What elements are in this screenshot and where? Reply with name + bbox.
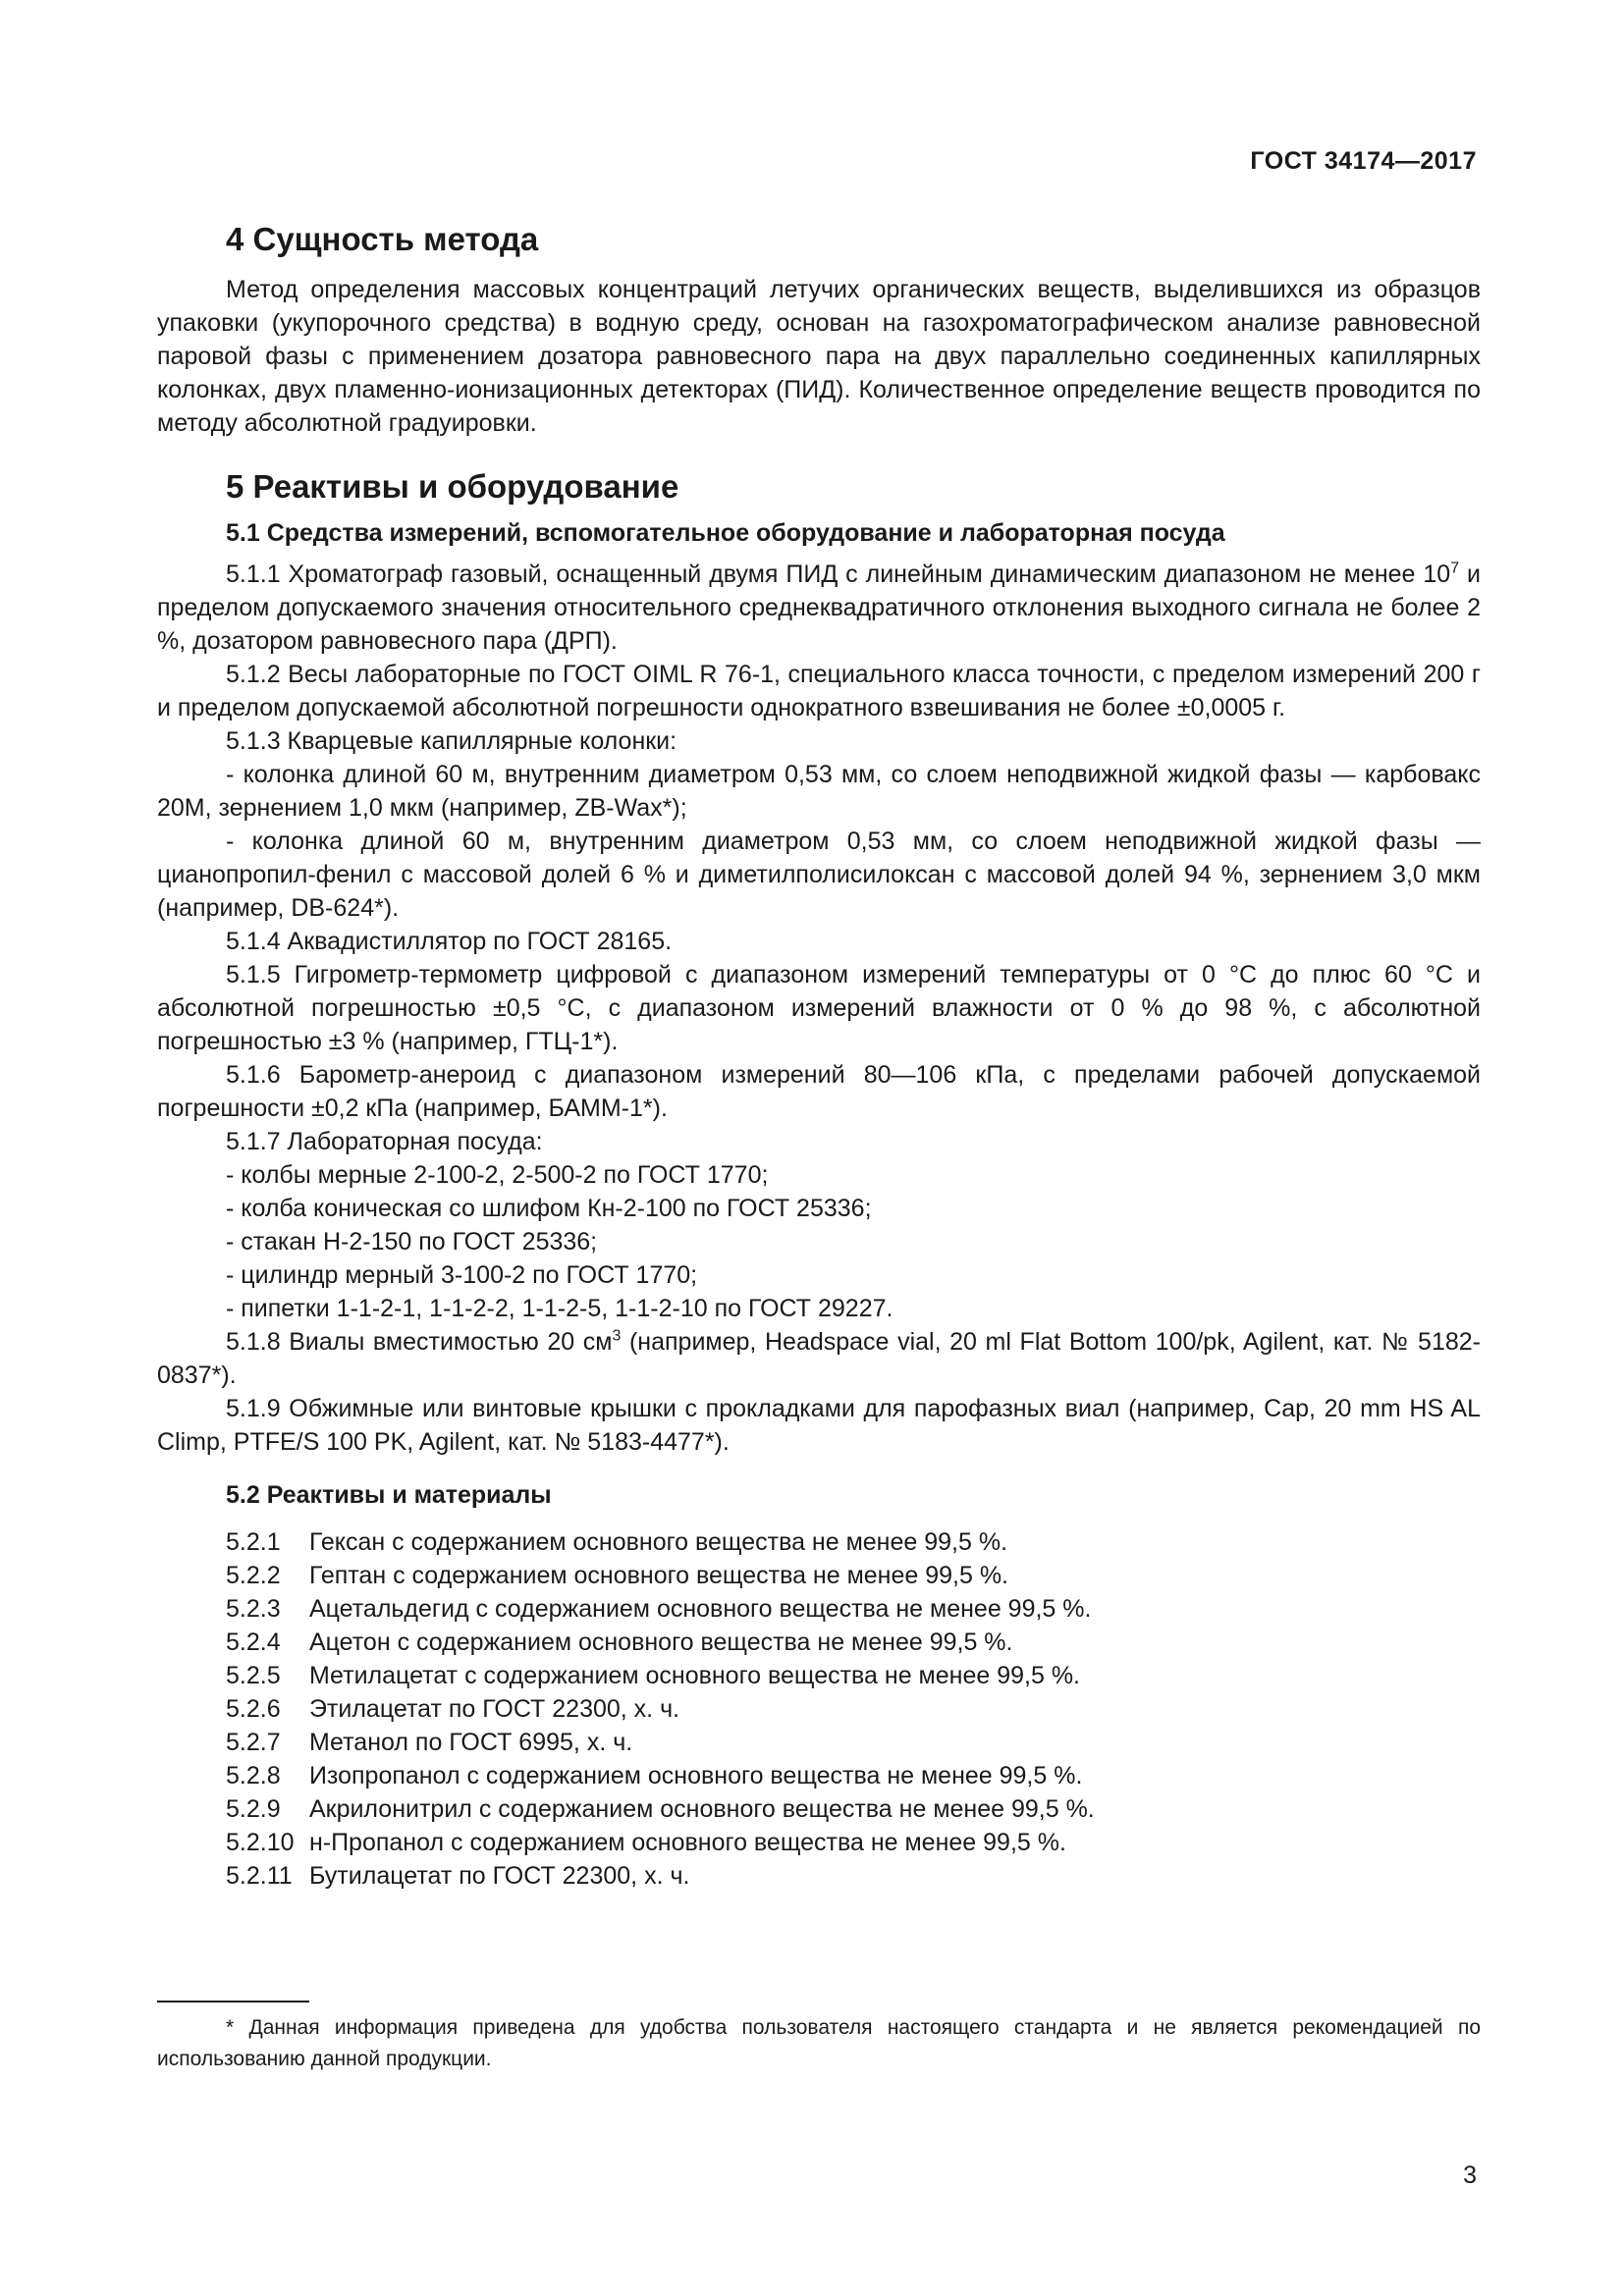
reagent-item [157, 1525, 1481, 1559]
reagent-item [157, 1759, 1481, 1792]
paragraph-5-1-3: 5.1.3 Кварцевые капиллярные колонки: [226, 727, 677, 755]
subsection-5-1-heading: 5.1 Средства измерений, вспомогательное оборудование и лабораторная посуда [226, 519, 1225, 547]
reagent-number: 5.2.4 [226, 1629, 281, 1656]
paragraph-5-1-8-text-a: 5.1.8 Виалы вместимостью 20 см [226, 1328, 613, 1356]
reagent-text: Гексан с содержанием основного вещества не менее 99,5 %. [308, 1528, 1008, 1556]
paragraph-5-1-4: 5.1.4 Аквадистиллятор по ГОСТ 28165. [226, 928, 673, 955]
paragraph-5-1-8 [157, 1325, 1481, 1392]
reagent-text: Этилацетат по ГОСТ 22300, х. ч. [308, 1695, 680, 1723]
reagent-number: 5.2.7 [226, 1729, 281, 1756]
reagent-number: 5.2.5 [226, 1662, 281, 1689]
reagent-text: Акрилонитрил с содержанием основного вещества не менее 99,5 %. [308, 1795, 1095, 1823]
standard-header: ГОСТ 34174—2017 [1250, 147, 1477, 175]
footnote-divider [157, 2001, 309, 2002]
section-4-heading: 4 Сущность метода [226, 221, 539, 257]
subsection-5-2-heading: 5.2 Реактивы и материалы [226, 1481, 552, 1509]
reagent-number: 5.2.8 [226, 1762, 281, 1789]
reagent-text: Метилацетат с содержанием основного вещества не менее 99,5 %. [308, 1662, 1080, 1689]
reagent-item [157, 1792, 1481, 1826]
paragraph-5-1-9: 5.1.9 Обжимные или винтовые крышки с прокладками для парофазных виал (например, Cap, 20 mm HS AL Climp, PTFE/S 100 PK, Agilent, кат. № 5183-4477*). [157, 1395, 1481, 1456]
glassware-item: - цилиндр мерный 3-100-2 по ГОСТ 1770; [226, 1261, 698, 1289]
reagent-item [157, 1592, 1481, 1626]
paragraph-5-1-1 [157, 558, 1481, 658]
reagent-text: Метанол по ГОСТ 6995, х. ч. [308, 1729, 633, 1756]
reagent-text: Гептан с содержанием основного вещества не менее 99,5 %. [308, 1562, 1009, 1589]
reagent-item [157, 1626, 1481, 1659]
column-item-2: - колонка длиной 60 м, внутренним диаметром 0,53 мм, со слоем неподвижной жидкой фазы — цианопропил-фенил с массовой долей 6 % и диметилполисилоксан с массовой долей 94 %, зернением 3,0 мкм (например, DB-624*). [157, 828, 1481, 922]
page-body [157, 218, 1481, 1893]
superscript: 7 [1450, 560, 1460, 577]
column-item-1: - колонка длиной 60 м, внутренним диаметром 0,53 мм, со слоем неподвижной жидкой фазы — карбовакс 20М, зернением 1,0 мкм (например, ZB-Wax*); [157, 761, 1481, 822]
paragraph-5-1-6: 5.1.6 Барометр-анероид с диапазоном измерений 80—106 кПа, с пределами рабочей допускаемой погрешности ±0,2 кПа (например, БАММ-1*). [157, 1061, 1481, 1122]
reagent-number: 5.2.3 [226, 1595, 281, 1623]
reagent-item [157, 1726, 1481, 1759]
reagent-number: 5.2.2 [226, 1562, 281, 1589]
reagent-item [157, 1659, 1481, 1692]
reagent-number: 5.2.1 [226, 1528, 281, 1556]
reagent-text: Изопропанол с содержанием основного вещества не менее 99,5 %. [308, 1762, 1083, 1789]
paragraph-5-1-1-text-a: 5.1.1 Хроматограф газовый, оснащенный двумя ПИД с линейным динамическим диапазоном не менее 10 [226, 561, 1451, 588]
paragraph-5-1-2: 5.1.2 Весы лабораторные по ГОСТ OIML R 76-1, специального класса точности, с пределом измерений 200 г и пределом допускаемой абсолютной погрешности однократного взвешивания не более ±0,0005 г. [157, 661, 1481, 721]
page-number: 3 [1463, 2162, 1477, 2189]
reagent-number: 5.2.6 [226, 1695, 281, 1723]
glassware-item: - колбы мерные 2-100-2, 2-500-2 по ГОСТ 1770; [226, 1161, 769, 1189]
reagent-number: 5.2.9 [226, 1795, 281, 1823]
glassware-item: - колба коническая со шлифом Кн-2-100 по ГОСТ 25336; [226, 1195, 872, 1222]
reagent-text: н-Пропанол с содержанием основного вещества не менее 99,5 %. [308, 1829, 1066, 1856]
reagent-text: Ацетальдегид с содержанием основного вещества не менее 99,5 %. [308, 1595, 1092, 1623]
reagent-number: 5.2.10 [226, 1829, 295, 1856]
reagent-number: 5.2.11 [226, 1862, 293, 1890]
reagent-item [157, 1826, 1481, 1859]
paragraph-5-1-5: 5.1.5 Гигрометр-термометр цифровой с диапазоном измерений температуры от 0 °С до плюс 60 °С и абсолютной погрешностью ±0,5 °С, с диапазоном измерений влажности от 0 % до 98 %, с абсолютной погрешностью ±3 % (например, ГТЦ-1*). [157, 961, 1481, 1055]
paragraph-5-1-8-text-b: (например, Headspace vial, 20 ml Flat Bottom 100/pk, Agilent, кат. № 5182-0837*). [157, 1328, 1481, 1389]
footnote: * Данная информация приведена для удобства пользователя настоящего стандарта и не является рекомендацией по использованию данной продукции. [157, 2016, 1481, 2070]
section-5-heading: 5 Реактивы и оборудование [226, 468, 679, 505]
reagent-item [157, 1859, 1481, 1893]
paragraph-5-1-7: 5.1.7 Лабораторная посуда: [226, 1128, 543, 1155]
section-4-text: Метод определения массовых концентраций летучих органических веществ, выделившихся из образцов упаковки (укупорочного средства) в водную среду, основан на газохроматографическом анализе равновесной паровой фазы с применением дозатора равновесного пара на двух параллельно соединенных капиллярных колонках, двух пламенно-ионизационных детекторах (ПИД). Количественное определение веществ проводится по методу абсолютной градуировки. [157, 276, 1481, 437]
reagent-text: Ацетон с содержанием основного вещества не менее 99,5 %. [308, 1629, 1013, 1656]
paragraph-5-1-1-text-b: и пределом допускаемого значения относительного среднеквадратичного отклонения выходного сигнала не более 2 %, дозатором равновесного пара (ДРП). [157, 561, 1481, 655]
reagent-text: Бутилацетат по ГОСТ 22300, х. ч. [308, 1862, 690, 1890]
reagent-item [157, 1559, 1481, 1592]
glassware-item: - пипетки 1-1-2-1, 1-1-2-2, 1-1-2-5, 1-1-2-10 по ГОСТ 29227. [226, 1295, 893, 1322]
superscript: 3 [612, 1327, 622, 1345]
reagent-item [157, 1692, 1481, 1726]
glassware-item: - стакан Н-2-150 по ГОСТ 25336; [226, 1228, 598, 1255]
